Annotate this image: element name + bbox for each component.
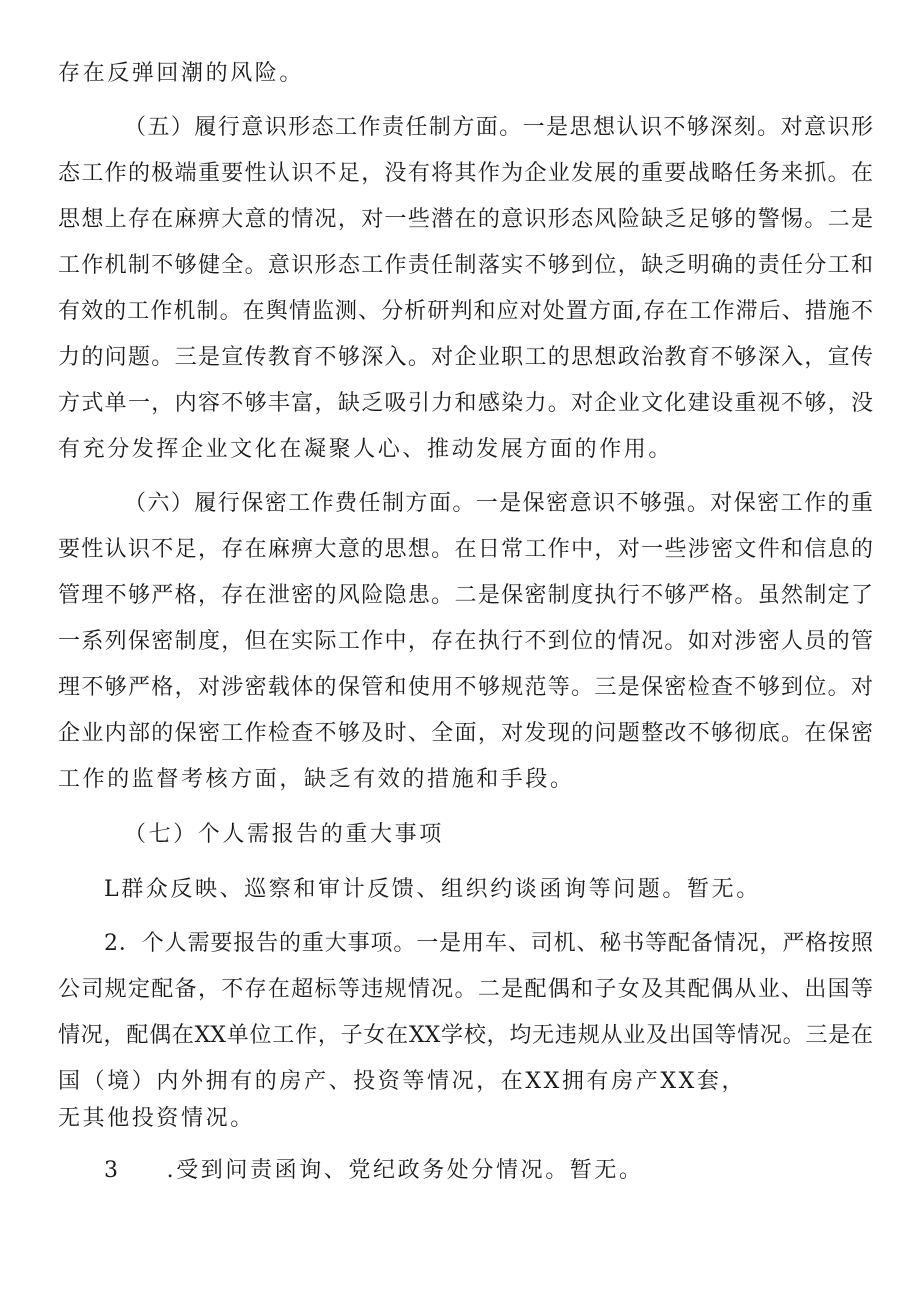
paragraph-line: 存在反弹回潮的风险。 [58,61,305,86]
list-item-1: L群众反映、巡察和审计反馈、组织约谈函询等问题。暂无。 [104,877,761,902]
paragraph-line: 要性认识不足，存在麻痹大意的思想。在日常工作中，对一些涉密文件和信息的 [58,537,873,562]
paragraph-line: 管理不够严格，存在泄密的风险隐患。二是保密制度执行不够严格。虽然制定了 [58,583,873,608]
list-number: 3 [104,1158,121,1183]
paragraph-line: 公司规定配备，不存在超标等违规情况。二是配偶和子女及其配偶从业、出国等 [58,977,873,1002]
list-item-3 [104,1156,873,1186]
list-item-text: .受到问责函询、党纪政务处分情况。暂无。 [166,1158,644,1183]
section-heading-5: （五）履行意识形态工作责任制方面。一是思想认识不够深刻。对意识形 [124,115,873,140]
section-heading-6: （六）履行保密工作费任制方面。一是保密意识不够强。对保密工作的重 [124,491,873,516]
paragraph-line: 思想上存在麻痹大意的情况，对一些潜在的意识形态风险缺乏足够的警惕。二是 [58,207,873,232]
paragraph-line: 方式单一，内容不够丰富，缺乏吸引力和感染力。对企业文化建设重视不够，没 [58,391,873,416]
paragraph-line: 理不够严格，对涉密载体的保管和使用不够规范等。三是保密检查不够到位。对 [58,675,873,700]
paragraph-line: 有效的工作机制。在舆情监测、分析研判和应对处置方面,存在工作滞后、措施不 [58,299,873,324]
list-item-2: 2．个人需要报告的重大事项。一是用车、司机、秘书等配备情况，严格按照 [104,931,873,956]
paragraph-line: 无其他投资情况。 [58,1106,255,1131]
paragraph-line: 情况，配偶在XX单位工作，子女在XX学校，均无违规从业及出国等情况。三是在 [58,1023,873,1048]
paragraph-line: 有充分发挥企业文化在凝聚人心、推动发展方面的作用。 [58,437,674,462]
paragraph-line: 国（境）内外拥有的房产、投资等情况，在XX拥有房产XX套， [58,1069,747,1094]
paragraph-line: 企业内部的保密工作检查不够及时、全面，对发现的问题整改不够彻底。在保密 [58,721,873,746]
paragraph-line: 态工作的极端重要性认识不足，没有将其作为企业发展的重要战略任务来抓。在 [58,161,873,186]
paragraph-line: 工作的监督考核方面，缺乏有效的措施和手段。 [58,767,575,792]
paragraph-line: 一系列保密制度，但在实际工作中，存在执行不到位的情况。如对涉密人员的管 [58,629,873,654]
paragraph-line: 力的问题。三是宣传教育不够深入。对企业职工的思想政治教育不够深入，宣传 [58,345,873,370]
paragraph-line: 工作机制不够健全。意识形态工作责任制落实不够到位，缺乏明确的责任分工和 [58,253,873,278]
section-heading-7: （七）个人需报告的重大事项 [124,822,444,847]
